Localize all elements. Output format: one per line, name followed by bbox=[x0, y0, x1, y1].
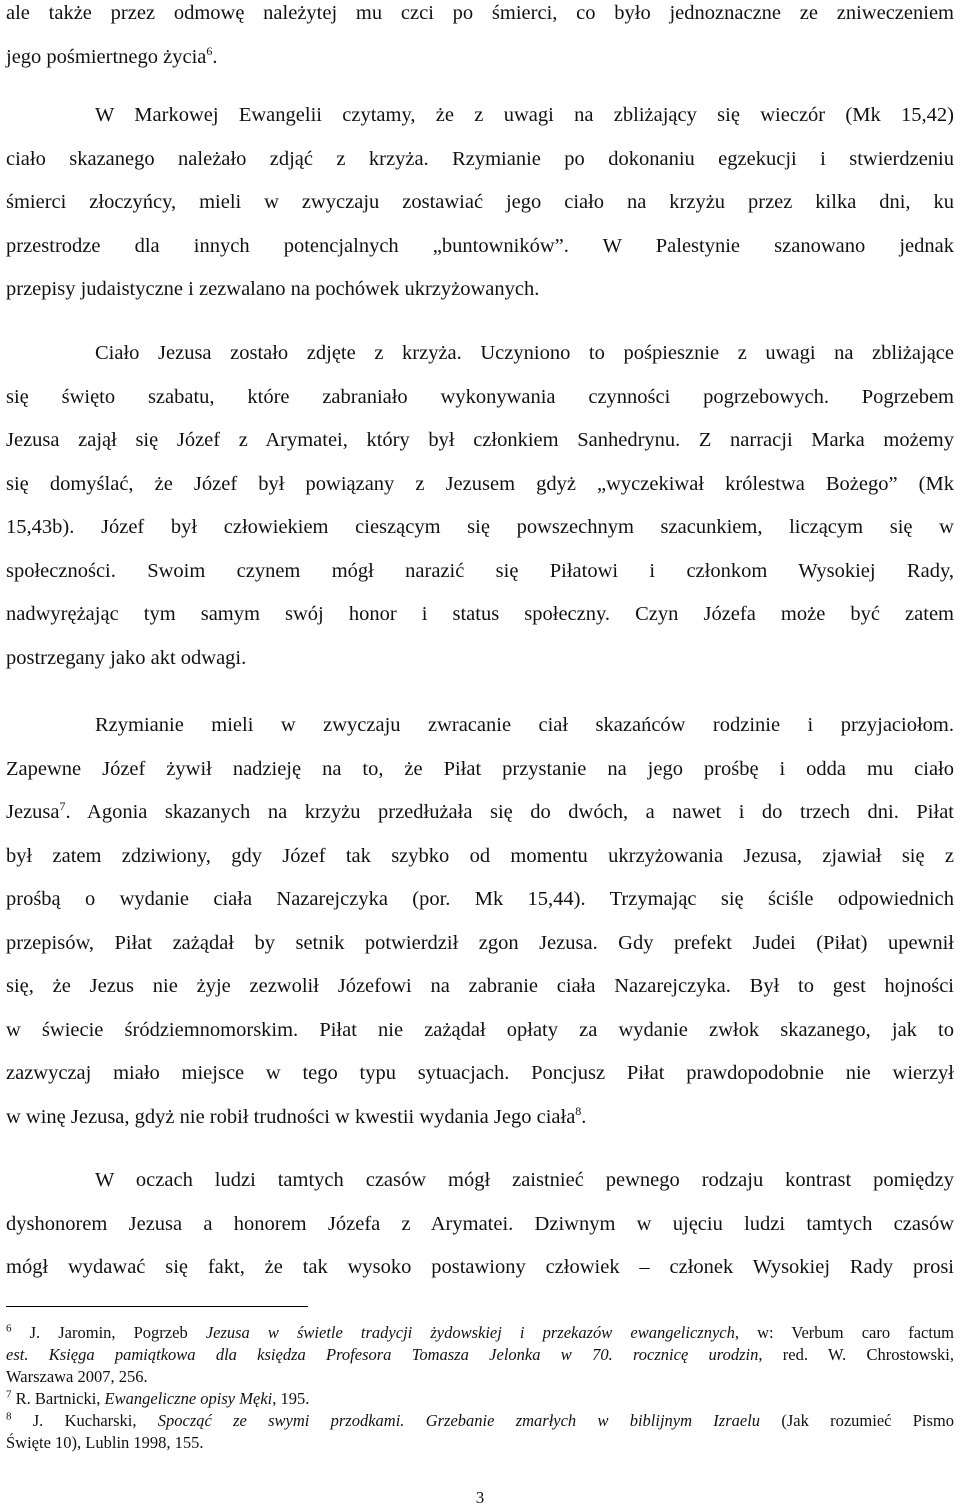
text-line: Jezusa zajął się Józef z Arymatei, który był członkiem Sanhedrynu. Z narracji Marka możemy bbox=[6, 429, 954, 451]
text-line: zazwyczaj miało miejsce w tego typu sytuacjach. Poncjusz Piłat prawdopodobnie nie wierzył bbox=[6, 1062, 954, 1084]
text-span: R. Bartnicki, bbox=[15, 1389, 105, 1408]
footnote-separator bbox=[6, 1306, 308, 1307]
text-span: Ewangeliczne opisy Męki bbox=[104, 1389, 273, 1408]
text-line: przestrodze dla innych potencjalnych „buntowników”. W Palestynie szanowano jednak bbox=[6, 234, 954, 257]
text-line: prośbą o wydanie ciała Nazarejczyka (por. Mk 15,44). Trzymając się ściśle odpowiednich bbox=[6, 888, 954, 910]
text-span: . bbox=[212, 45, 218, 68]
footnote-6-cont bbox=[6, 1344, 954, 1366]
text-span: . bbox=[581, 1105, 587, 1128]
text-line: W Markowej Ewangelii czytamy, że z uwagi na zbliżający się wieczór (Mk 15,42) bbox=[95, 104, 954, 126]
text-span: (Jak rozumieć Pismo bbox=[760, 1411, 954, 1430]
text-line bbox=[6, 36, 954, 80]
text-span: est. Księga pamiątkowa dla księdza Profesora Tomasza Jelonka w 70. rocznicę urodzin bbox=[6, 1345, 759, 1364]
footnote-8-cont: Święte 10), Lublin 1998, 155. bbox=[6, 1433, 204, 1452]
text-span: jego pośmiertnego życia bbox=[6, 45, 207, 68]
text-line: 15,43b). Józef był człowiekiem cieszącym się powszechnym szacunkiem, liczącym się w bbox=[6, 516, 954, 538]
paragraph-joseph bbox=[6, 332, 954, 680]
footnotes bbox=[6, 1322, 954, 1454]
text-line: był zatem zdziwiony, gdy Józef tak szybko od momentu ukrzyżowania Jezusa, zjawiał się z bbox=[6, 844, 954, 867]
footnote-6 bbox=[6, 1322, 954, 1344]
paragraph-continuation bbox=[6, 0, 954, 79]
text-line: Rzymianie mieli w zwyczaju zwracanie ciał skazańców rodzinie i przyjaciołom. bbox=[95, 714, 954, 736]
text-span: , w: Verbum caro factum bbox=[734, 1323, 955, 1342]
text-line: przepisy judaistyczne i zezwalano na pochówek ukrzyżowanych. bbox=[6, 278, 540, 300]
text-line: Ciało Jezusa zostało zdjęte z krzyża. Uczyniono to pośpiesznie z uwagi na zbliżające bbox=[95, 342, 954, 364]
text-line: mógł wydawać się fakt, że tak wysoko postawiony człowiek – członek Wysokiej Rady prosi bbox=[6, 1256, 954, 1278]
footnote-ref-7: 7 bbox=[59, 799, 66, 814]
text-line: się święto szabatu, które zabraniało wykonywania czynności pogrzebowych. Pogrzebem bbox=[6, 385, 954, 408]
footnote-mark: 6 bbox=[6, 1322, 12, 1335]
footnote-6-cont: Warszawa 2007, 256. bbox=[6, 1367, 148, 1386]
text-line: nadwyrężając tym samym swój honor i status społeczny. Czyn Józefa może być zatem bbox=[6, 603, 954, 625]
text-line: w świecie śródziemnomorskim. Piłat nie zażądał opłaty za wydanie zwłok skazanego, jak to bbox=[6, 1018, 954, 1041]
page-number: 3 bbox=[475, 1488, 485, 1507]
text-line: postrzegany jako akt odwagi. bbox=[6, 646, 247, 669]
text-span: J. Jaromin, Pogrzeb bbox=[29, 1323, 206, 1342]
text-span: . Agonia skazanych na krzyżu przedłużała się do dwóch, a nawet i do trzech dni. Piłat bbox=[65, 801, 954, 823]
paragraph-burial-custom bbox=[6, 94, 954, 312]
footnote-ref-8: 8 bbox=[575, 1103, 582, 1118]
text-line: się, że Jezus nie żyje zezwolił Józefowi na zabranie ciała Nazarejczyka. Był to gest hojności bbox=[6, 975, 954, 997]
footnote-ref-6: 6 bbox=[206, 43, 213, 58]
text-line: dyshonorem Jezusa a honorem Józefa z Arymatei. Dziwnym w ujęciu ludzi tamtych czasów bbox=[6, 1212, 954, 1235]
paragraph-contrast bbox=[6, 1159, 954, 1290]
text-line: Zapewne Józef żywił nadzieję na to, że Piłat przystanie na jego prośbę i odda mu ciało bbox=[6, 757, 954, 780]
footnote-7 bbox=[6, 1388, 954, 1410]
text-span: Jezusa w świetle tradycji żydowskiej i przekazów ewangelicznych bbox=[205, 1323, 735, 1342]
text-span: Jezusa bbox=[6, 801, 60, 823]
text-span: , 195. bbox=[272, 1389, 310, 1408]
text-line: ciało skazanego należało zdjąć z krzyża. Rzymianie po dokonaniu egzekucji i stwierdzeniu bbox=[6, 147, 954, 170]
paragraph-pilate bbox=[6, 704, 954, 1139]
text-line: społeczności. Swoim czynem mógł narazić się Piłatowi i członkom Wysokiej Rady, bbox=[6, 559, 954, 582]
text-span: Spocząć ze swymi przodkami. Grzebanie zmarłych w biblijnym Izraelu bbox=[157, 1411, 761, 1430]
text-line: W oczach ludzi tamtych czasów mógł zaistnieć pewnego rodzaju kontrast pomiędzy bbox=[95, 1169, 954, 1191]
text-line: ale także przez odmowę należytej mu czci po śmierci, co było jednoznaczne ze zniweczeniem bbox=[6, 2, 954, 24]
text-span: w winę Jezusa, gdyż nie robił trudności w kwestii wydania Jego ciała bbox=[6, 1105, 576, 1128]
text-line: śmierci złoczyńcy, mieli w zwyczaju zostawiać jego ciało na krzyżu przez kilka dni, ku bbox=[6, 191, 954, 213]
text-line: przepisów, Piłat zażądał by setnik potwierdził zgon Jezusa. Gdy prefekt Judei (Piłat) upewnił bbox=[6, 931, 954, 954]
text-span: J. Kucharski, bbox=[32, 1411, 158, 1430]
text-line bbox=[6, 1096, 954, 1140]
text-span: , red. W. Chrostowski, bbox=[758, 1345, 954, 1364]
footnote-mark: 7 bbox=[6, 1388, 12, 1401]
footnote-8 bbox=[6, 1410, 954, 1432]
text-line: się domyślać, że Józef był powiązany z Jezusem gdyż „wyczekiwał królestwa Bożego” (Mk bbox=[6, 472, 954, 495]
footnote-mark: 8 bbox=[6, 1410, 12, 1423]
text-line bbox=[6, 791, 954, 835]
